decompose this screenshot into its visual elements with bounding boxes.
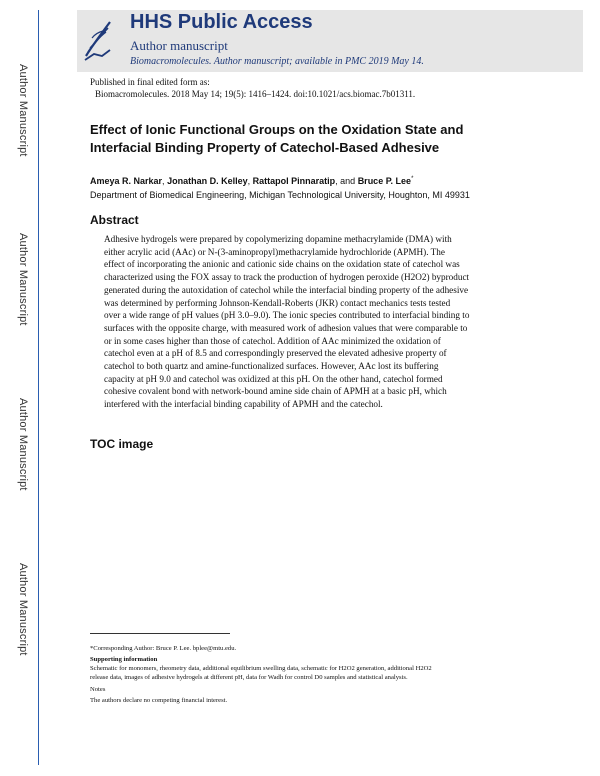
notes-text: The authors declare no competing financial interest. xyxy=(90,697,228,704)
header-title: HHS Public Access xyxy=(130,11,313,33)
footnote-divider xyxy=(90,633,230,634)
author-conjunction: and xyxy=(340,176,356,186)
corresponding-marker: * xyxy=(411,176,414,182)
toc-heading: TOC image xyxy=(90,437,154,451)
abstract-line: effect of incorporating the anionic and cationic side chains on the oxidation state of catechol was xyxy=(104,259,460,270)
hhs-eagle-logo-icon xyxy=(82,16,114,64)
sidebar-label-author-manuscript: Author Manuscript xyxy=(17,563,29,656)
author-name: Bruce P. Lee xyxy=(357,176,412,186)
notes-heading: Notes xyxy=(90,686,106,693)
abstract-line: or in some cases higher than those of catechol. Addition of AAc minimized the oxidation of xyxy=(104,335,441,346)
sidebar-rule xyxy=(38,10,39,765)
abstract-line: characterized using the FOX assay to track the production of hydrogen peroxide (H2O2) byproduct xyxy=(104,272,470,283)
abstract-line: generated during the autoxidation of catechol while the interfacial binding property of the adhesive xyxy=(104,284,469,295)
abstract-line: surfaces with the opposite charge, with measured work of adhesion values that were comparable to xyxy=(104,322,468,333)
author-list: Ameya R. Narkar, Jonathan D. Kelley, Rattapol Pinnaratip, and Bruce P. Lee* xyxy=(90,176,414,186)
article-title xyxy=(90,121,530,157)
header-subtitle: Author manuscript xyxy=(130,38,228,53)
supporting-info-text: release data, images of adhesive hydrogels at different pH, data for Wadh for control D0 samples and statistical analysis. xyxy=(90,674,408,681)
author-name: Rattapol Pinnaratip xyxy=(252,176,336,186)
publication-citation: Biomacromolecules. 2018 May 14; 19(5): 1416–1424. doi:10.1021/acs.biomac.7b01311. xyxy=(95,89,416,99)
supporting-info-heading xyxy=(90,656,157,664)
corresponding-author-note: *Corresponding Author: Bruce P. Lee. bplee@mtu.edu. xyxy=(90,645,237,652)
abstract-line: cohesive covalent bond with network-bound amine side chain of APMH at a basic pH, which xyxy=(104,386,447,397)
supporting-info-text: Schematic for monomers, rheometry data, additional equilibrium swelling data, schematic for H2O2 generation, additional H2O2 xyxy=(90,665,432,672)
article-title-line: Effect of Ionic Functional Groups on the Oxidation State and xyxy=(90,122,464,137)
published-label: Published in final edited form as: xyxy=(90,77,210,87)
sidebar-label-author-manuscript: Author Manuscript xyxy=(17,233,29,326)
abstract-heading: Abstract xyxy=(90,213,139,227)
abstract-line: catechol even at a pH of 8.5 and correspondingly preserved the elevated adhesive property of xyxy=(104,348,447,359)
abstract-line: was determined by performing Johnson-Kendall-Roberts (JKR) contact mechanics tests tested xyxy=(104,297,451,308)
journal-name: Biomacromolecules. Author manuscript; available in PMC 2019 May 14. xyxy=(130,56,424,67)
supporting-info-heading-text: Supporting information xyxy=(90,656,158,663)
abstract-line: either acrylic acid (AAc) or N-(3-aminopropyl)methacrylamide hydrochloride (APMH). The xyxy=(104,246,445,257)
abstract-line: over a wide range of pH values (pH 3.0–9.0). The ionic species contributed to interfacial binding to xyxy=(104,310,470,321)
abstract-line: Adhesive hydrogels were prepared by copolymerizing dopamine methacrylamide (DMA) with xyxy=(104,234,452,244)
sidebar-label-author-manuscript: Author Manuscript xyxy=(17,398,29,491)
article-title-line: Interfacial Binding Property of Catechol-Based Adhesive xyxy=(90,140,440,155)
abstract-line: capacity at pH 9.0 and catechol was oxidized at this pH. On the other hand, catechol formed xyxy=(104,373,443,384)
sidebar-label-author-manuscript: Author Manuscript xyxy=(17,64,29,157)
abstract-line: catechol to both quartz and amine-functionalized surfaces. However, AAc lost its buffering xyxy=(104,361,439,372)
header-citation xyxy=(130,56,424,67)
author-name: Ameya R. Narkar xyxy=(90,176,163,186)
abstract-body xyxy=(104,233,506,411)
abstract-line: interfered with the interfacial binding capability of APMH and the catechol. xyxy=(104,399,383,410)
affiliation: Department of Biomedical Engineering, Michigan Technological University, Houghton, MI 49931 xyxy=(90,190,470,200)
author-name: Jonathan D. Kelley xyxy=(167,176,248,186)
